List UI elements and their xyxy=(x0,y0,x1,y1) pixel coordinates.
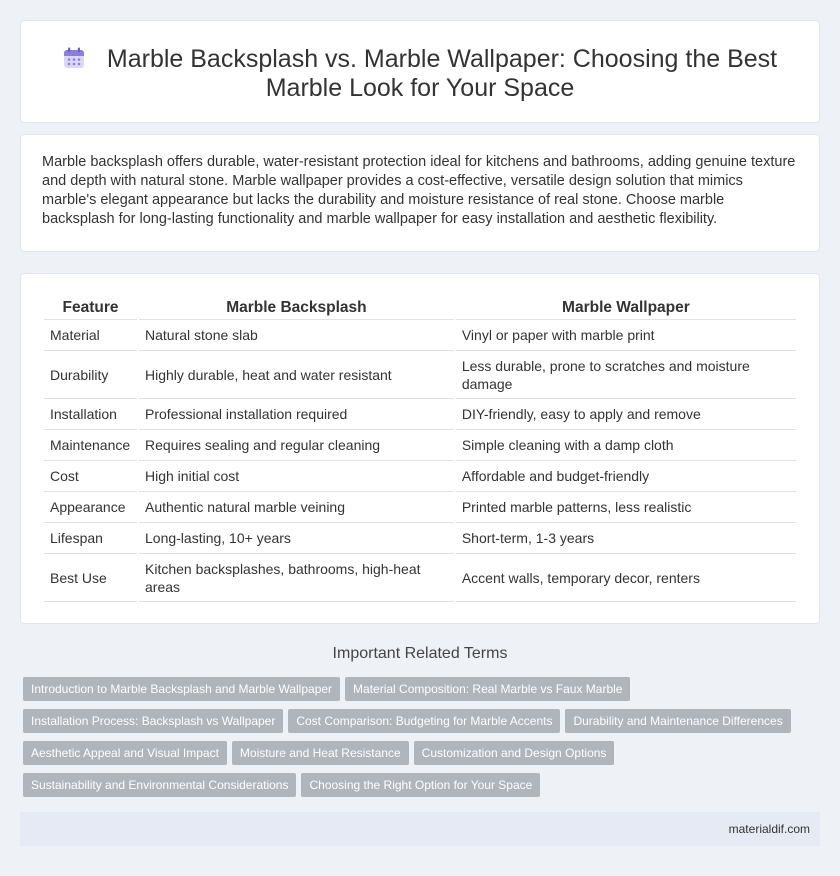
table-row xyxy=(44,461,796,492)
table-header-row xyxy=(44,294,796,320)
feature-cell: Appearance xyxy=(44,492,137,523)
feature-cell: Durability xyxy=(44,351,137,399)
footer xyxy=(20,812,820,846)
summary-card xyxy=(20,134,820,252)
wallpaper-cell: Simple cleaning with a damp cloth xyxy=(456,430,796,461)
related-term-tag[interactable]: Material Composition: Real Marble vs Faux Marble xyxy=(345,677,630,701)
table-row xyxy=(44,320,796,351)
summary-text: Marble backsplash offers durable, water-resistant protection ideal for kitchens and bathrooms, adding genuine texture and depth with natural stone. Marble wallpaper provides a cost-effective, versatile design solution that mimics marble's elegant appearance but lacks the durability and moisture resistance of real stone. Choose marble backsplash for long-lasting functionality and marble wallpaper for easy installation and aesthetic flexibility. xyxy=(42,154,796,227)
related-terms-tags xyxy=(23,677,823,805)
backsplash-cell: Highly durable, heat and water resistant xyxy=(139,351,454,399)
table-row xyxy=(44,523,796,554)
calendar-icon xyxy=(63,47,85,69)
related-terms-title: Important Related Terms xyxy=(332,645,508,662)
related-term-tag[interactable]: Sustainability and Environmental Considerations xyxy=(23,773,296,797)
wallpaper-cell: Less durable, prone to scratches and moisture damage xyxy=(456,351,796,399)
feature-cell: Installation xyxy=(44,399,137,430)
related-term-tag[interactable]: Choosing the Right Option for Your Space xyxy=(301,773,540,797)
feature-cell: Maintenance xyxy=(44,430,137,461)
related-term-tag[interactable]: Installation Process: Backsplash vs Wallpaper xyxy=(23,709,283,733)
backsplash-cell: Authentic natural marble veining xyxy=(139,492,454,523)
feature-cell: Material xyxy=(44,320,137,351)
backsplash-cell: Professional installation required xyxy=(139,399,454,430)
related-term-tag[interactable]: Aesthetic Appeal and Visual Impact xyxy=(23,741,227,765)
header-feature: Feature xyxy=(44,294,137,320)
footer-site-link[interactable]: materialdif.com xyxy=(728,822,810,836)
backsplash-cell: Kitchen backsplashes, bathrooms, high-heat areas xyxy=(139,554,454,602)
comparison-table-card xyxy=(20,273,820,624)
wallpaper-cell: Affordable and budget-friendly xyxy=(456,461,796,492)
related-term-tag[interactable]: Moisture and Heat Resistance xyxy=(232,741,409,765)
related-term-tag[interactable]: Customization and Design Options xyxy=(414,741,615,765)
table-row xyxy=(44,399,796,430)
title-line-1 xyxy=(21,45,819,74)
title-text-line-1: Marble Backsplash vs. Marble Wallpaper: Choosing the Best xyxy=(106,45,778,73)
header-marble-wallpaper: Marble Wallpaper xyxy=(456,294,796,320)
backsplash-cell: Long-lasting, 10+ years xyxy=(139,523,454,554)
title-text-line-2: Marble Look for Your Space xyxy=(265,74,575,102)
table-row xyxy=(44,351,796,399)
wallpaper-cell: Accent walls, temporary decor, renters xyxy=(456,554,796,602)
title-card xyxy=(20,20,820,123)
related-term-tag[interactable]: Introduction to Marble Backsplash and Marble Wallpaper xyxy=(23,677,340,701)
wallpaper-cell: DIY-friendly, easy to apply and remove xyxy=(456,399,796,430)
page-title xyxy=(21,45,819,103)
feature-cell: Lifespan xyxy=(44,523,137,554)
table-row xyxy=(44,492,796,523)
wallpaper-cell: Short-term, 1-3 years xyxy=(456,523,796,554)
table-row xyxy=(44,554,796,602)
feature-cell: Best Use xyxy=(44,554,137,602)
wallpaper-cell: Printed marble patterns, less realistic xyxy=(456,492,796,523)
table-row xyxy=(44,430,796,461)
wallpaper-cell: Vinyl or paper with marble print xyxy=(456,320,796,351)
backsplash-cell: High initial cost xyxy=(139,461,454,492)
backsplash-cell: Natural stone slab xyxy=(139,320,454,351)
related-term-tag[interactable]: Durability and Maintenance Differences xyxy=(565,709,790,733)
header-marble-backsplash: Marble Backsplash xyxy=(139,294,454,320)
feature-cell: Cost xyxy=(44,461,137,492)
comparison-table xyxy=(42,294,798,602)
related-term-tag[interactable]: Cost Comparison: Budgeting for Marble Accents xyxy=(288,709,560,733)
backsplash-cell: Requires sealing and regular cleaning xyxy=(139,430,454,461)
